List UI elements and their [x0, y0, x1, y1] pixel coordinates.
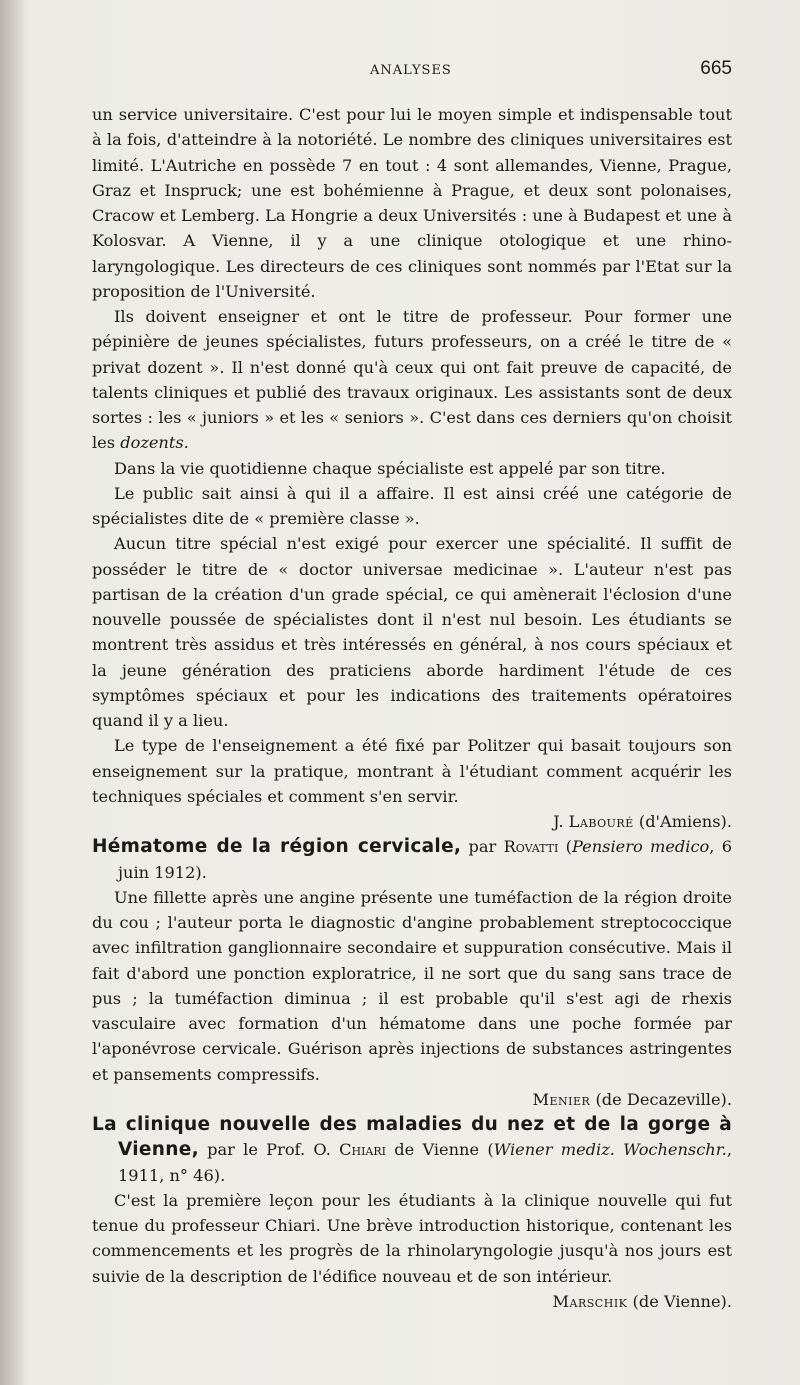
- paragraph: Le public sait ainsi à qui il a affaire. Il est ainsi créé une catégorie de spécialistes dite de « première classe ».: [92, 483, 732, 528]
- page-header: [92, 58, 732, 88]
- signature: Marschik (de Vienne).: [552, 1291, 732, 1311]
- page-number: 665: [700, 58, 732, 79]
- paragraph: Une fillette après une angine présente une tuméfaction de la région droite du cou ; l'auteur porta le diagnostic d'angine probablement streptococcique avec infiltration ganglionnaire secondaire et suppuration consécutive. Mais il fait d'abord une ponction exploratrice, il ne sort que du sang sans trace de pus ; la tuméfaction diminua ; il est probable qu'il s'est agi de rhexis vasculaire avec formation d'un hématome dans une poche formée par l'aponévrose cervicale. Guérison après injections de substances astringentes et pansements compressifs.: [92, 887, 732, 1084]
- binding-shadow: [0, 0, 26, 1385]
- signature: Menier (de Decazeville).: [532, 1089, 732, 1109]
- paragraph: Aucun titre spécial n'est exigé pour exercer une spécialité. Il suffit de posséder le titre de « doctor universae medicinae ». L'auteur n'est pas partisan de la création d'un grade spécial, ce qui amènerait l'éclosion d'une nouvelle poussée de spécialistes dont il n'est nul besoin. Les étudiants se montrent très assidus et très intéressés en général, à nos cours spéciaux et la jeune génération des praticiens aborde hardiment l'étude de ces symptômes spéciaux et pour les indications des traitements opératoires quand il y a lieu.: [92, 534, 732, 730]
- journal-name: Wiener mediz. Wochenschr.: [493, 1140, 727, 1160]
- article-author: Rovatti: [503, 837, 559, 857]
- paragraph: un service universitaire. C'est pour lui le moyen simple et indispensable tout à la fois, d'atteindre à la notoriété. Le nombre des cliniques universitaires est limité. L'Autriche en possède 7 en tout : 4 sont allemandes, Vienne, Prague, Graz et Inspruck; une est bohémienne à Prague, et deux sont polonaises, Cracow et Lemberg. La Hongrie a deux Universités : une à Budapest et une à Kolosvar. A Vienne, il y a une clinique otologique et une rhino-laryngologique. Les directeurs de ces cliniques sont nommés par l'Etat sur la proposition de l'Université.: [92, 105, 732, 301]
- article-heading: La clinique nouvelle des maladies du nez et de la gorge à Vienne, par le Prof. O. Chiari de Vienne (Wiener mediz. Wochenschr., 1911, n° 46).: [92, 1114, 732, 1185]
- paragraph: Le type de l'enseignement a été fixé par Politzer qui basait toujours son enseignement sur la pratique, montrant à l'étudiant comment acquérir les techniques spéciales et comment s'en servir.: [92, 736, 732, 806]
- body-text: [92, 102, 732, 1314]
- paragraph: C'est la première leçon pour les étudiants à la clinique nouvelle qui fut tenue du professeur Chiari. Une brève introduction historique, contenant les commencements et les progrès de la rhinolaryngologie jusqu'à nos jours est suivie de la description de l'édifice nouveau et de son intérieur.: [92, 1190, 732, 1286]
- article-title: La clinique nouvelle des maladies du nez et de la gorge à Vienne,: [92, 1114, 732, 1161]
- article-heading: Hématome de la région cervicale, par Rovatti (Pensiero medico, 6 juin 1912).: [92, 836, 732, 882]
- journal-name: Pensiero medico: [571, 837, 710, 857]
- paragraph: Dans la vie quotidienne chaque spécialiste est appelé par son titre.: [114, 458, 666, 478]
- running-head: ANALYSES: [370, 63, 452, 78]
- signature: J. Labouré (d'Amiens).: [553, 812, 732, 831]
- article-title: Hématome de la région cervicale,: [92, 836, 462, 858]
- article-author: Chiari: [339, 1140, 387, 1160]
- paragraph: Ils doivent enseigner et ont le titre de professeur. Pour former une pépinière de jeunes spécialistes, futurs professeurs, on a créé le titre de « privat dozent ». Il n'est donné qu'à ceux qui ont fait preuve de capacité, de talents cliniques et publié des travaux originaux. Les assistants sont de deux sortes : les « juniors » et les « seniors ». C'est dans ces derniers qu'on choisit les dozents.: [92, 307, 732, 453]
